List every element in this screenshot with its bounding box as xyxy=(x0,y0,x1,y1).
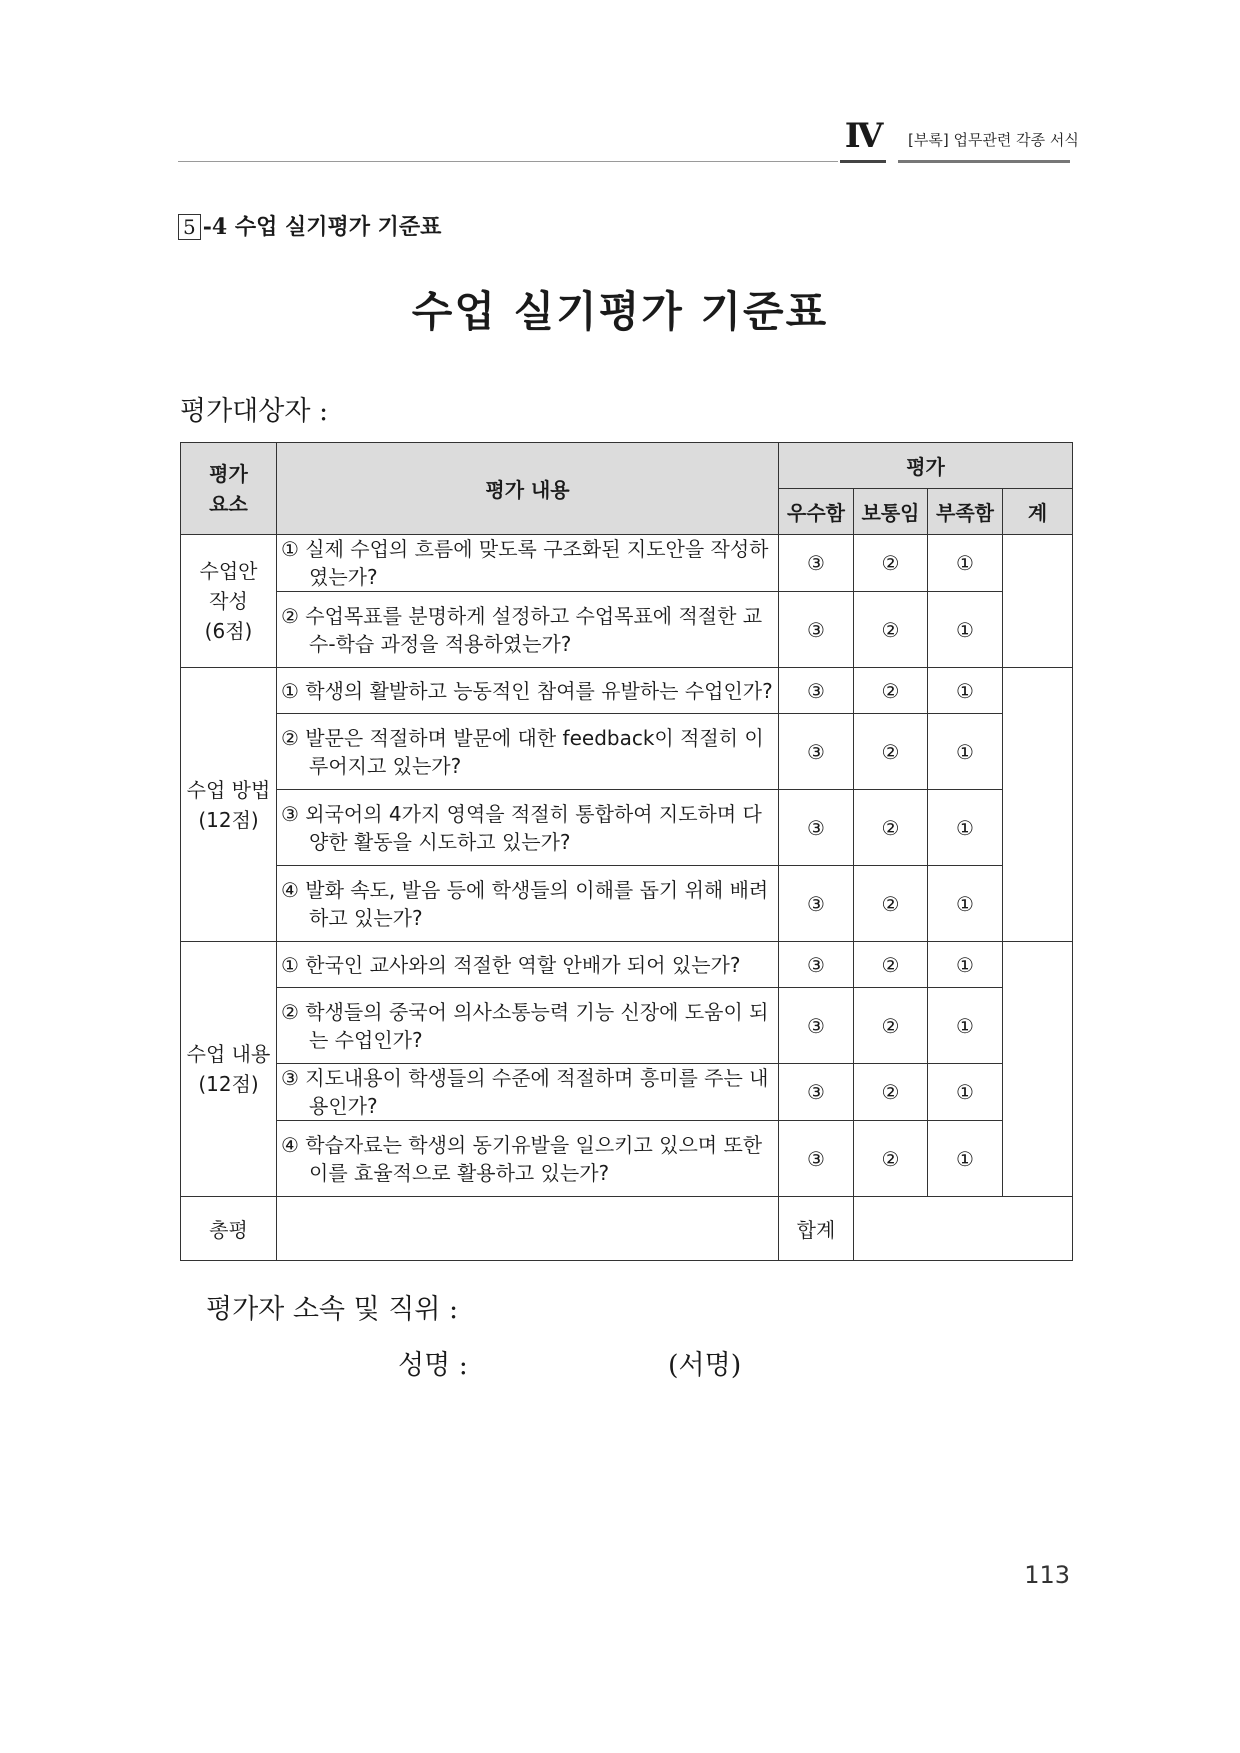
criterion-text: ③ 지도내용이 학생들의 수준에 적절하며 흥미를 주는 내용인가? xyxy=(277,1064,779,1121)
table-row xyxy=(181,988,1073,1064)
score-excellent: ③ xyxy=(779,668,854,714)
score-poor: ① xyxy=(928,1064,1003,1121)
criterion-text: ① 실제 수업의 흐름에 맞도록 구조화된 지도안을 작성하였는가? xyxy=(277,535,779,592)
chapter-title: [부록] 업무관련 각종 서식 xyxy=(908,131,1079,149)
score-average: ② xyxy=(854,535,928,592)
score-excellent: ③ xyxy=(779,535,854,592)
category-label: 수업 방법 (12점) xyxy=(181,668,277,942)
score-average: ② xyxy=(854,1064,928,1121)
score-average: ② xyxy=(854,714,928,790)
criterion-text: ④ 학습자료는 학생의 동기유발을 일으키고 있으며 또한 이를 효율적으로 활용하고 있는가? xyxy=(277,1121,779,1197)
total-cell xyxy=(1003,535,1073,668)
score-excellent: ③ xyxy=(779,866,854,942)
score-poor: ① xyxy=(928,866,1003,942)
table-footer-row xyxy=(181,1197,1073,1261)
chapter-title-underline xyxy=(898,160,1070,163)
score-poor: ① xyxy=(928,592,1003,668)
header-level-total: 계 xyxy=(1003,489,1073,535)
criterion-text: ③ 외국어의 4가지 영역을 적절히 통합하여 지도하며 다양한 활동을 시도하고 있는가? xyxy=(277,790,779,866)
score-average: ② xyxy=(854,668,928,714)
score-poor: ① xyxy=(928,714,1003,790)
score-average: ② xyxy=(854,1121,928,1197)
criterion-text: ② 수업목표를 분명하게 설정하고 수업목표에 적절한 교수-학습 과정을 적용하였는가? xyxy=(277,592,779,668)
score-poor: ① xyxy=(928,668,1003,714)
score-average: ② xyxy=(854,988,928,1064)
table-row xyxy=(181,1064,1073,1121)
score-average: ② xyxy=(854,592,928,668)
category-label: 수업 내용 (12점) xyxy=(181,942,277,1197)
table-row xyxy=(181,668,1073,714)
score-poor: ① xyxy=(928,535,1003,592)
table-row xyxy=(181,714,1073,790)
score-average: ② xyxy=(854,942,928,988)
criterion-text: ① 한국인 교사와의 적절한 역할 안배가 되어 있는가? xyxy=(277,942,779,988)
header-level-average: 보통임 xyxy=(854,489,928,535)
score-average: ② xyxy=(854,790,928,866)
header-evaluation: 평가 xyxy=(779,443,1073,489)
chapter-number-underline xyxy=(840,160,886,163)
header-level-poor: 부족함 xyxy=(928,489,1003,535)
score-excellent: ③ xyxy=(779,592,854,668)
criterion-text: ① 학생의 활발하고 능동적인 참여를 유발하는 수업인가? xyxy=(277,668,779,714)
total-field[interactable] xyxy=(854,1197,1073,1261)
header-element: 평가 요소 xyxy=(181,443,277,535)
category-label: 수업안 작성 (6점) xyxy=(181,535,277,668)
section-heading xyxy=(178,212,441,242)
score-excellent: ③ xyxy=(779,1121,854,1197)
summary-field[interactable] xyxy=(277,1197,779,1261)
total-cell xyxy=(1003,668,1073,942)
score-poor: ① xyxy=(928,988,1003,1064)
criterion-text: ④ 발화 속도, 발음 등에 학생들의 이해를 돕기 위해 배려하고 있는가? xyxy=(277,866,779,942)
header-level-excellent: 우수함 xyxy=(779,489,854,535)
table-row xyxy=(181,790,1073,866)
score-excellent: ③ xyxy=(779,988,854,1064)
section-number-box: 5 xyxy=(178,214,201,240)
total-label: 합계 xyxy=(779,1197,854,1261)
header-rule xyxy=(178,161,838,162)
total-cell xyxy=(1003,942,1073,1197)
chapter-number: Ⅳ xyxy=(844,116,884,156)
score-average: ② xyxy=(854,866,928,942)
table-row xyxy=(181,1121,1073,1197)
evaluation-target-label: 평가대상자 : xyxy=(180,396,329,427)
name-label: 성명 : xyxy=(398,1350,468,1381)
criterion-text: ② 발문은 적절하며 발문에 대한 feedback이 적절히 이루어지고 있는가? xyxy=(277,714,779,790)
page-number: 113 xyxy=(1024,1561,1070,1589)
summary-label: 총평 xyxy=(181,1197,277,1261)
table-row xyxy=(181,592,1073,668)
table-row xyxy=(181,942,1073,988)
section-heading-text: -4 수업 실기평가 기준표 xyxy=(202,214,442,240)
score-excellent: ③ xyxy=(779,942,854,988)
score-excellent: ③ xyxy=(779,1064,854,1121)
table-row xyxy=(181,866,1073,942)
score-poor: ① xyxy=(928,790,1003,866)
header-content: 평가 내용 xyxy=(277,443,779,535)
document-title: 수업 실기평가 기준표 xyxy=(411,287,829,336)
table-row xyxy=(181,535,1073,592)
score-excellent: ③ xyxy=(779,714,854,790)
evaluator-label: 평가자 소속 및 직위 : xyxy=(206,1294,459,1325)
score-excellent: ③ xyxy=(779,790,854,866)
criterion-text: ② 학생들의 중국어 의사소통능력 기능 신장에 도움이 되는 수업인가? xyxy=(277,988,779,1064)
signature-label: (서명) xyxy=(668,1350,742,1381)
score-poor: ① xyxy=(928,942,1003,988)
score-poor: ① xyxy=(928,1121,1003,1197)
evaluation-table xyxy=(180,442,1073,1261)
